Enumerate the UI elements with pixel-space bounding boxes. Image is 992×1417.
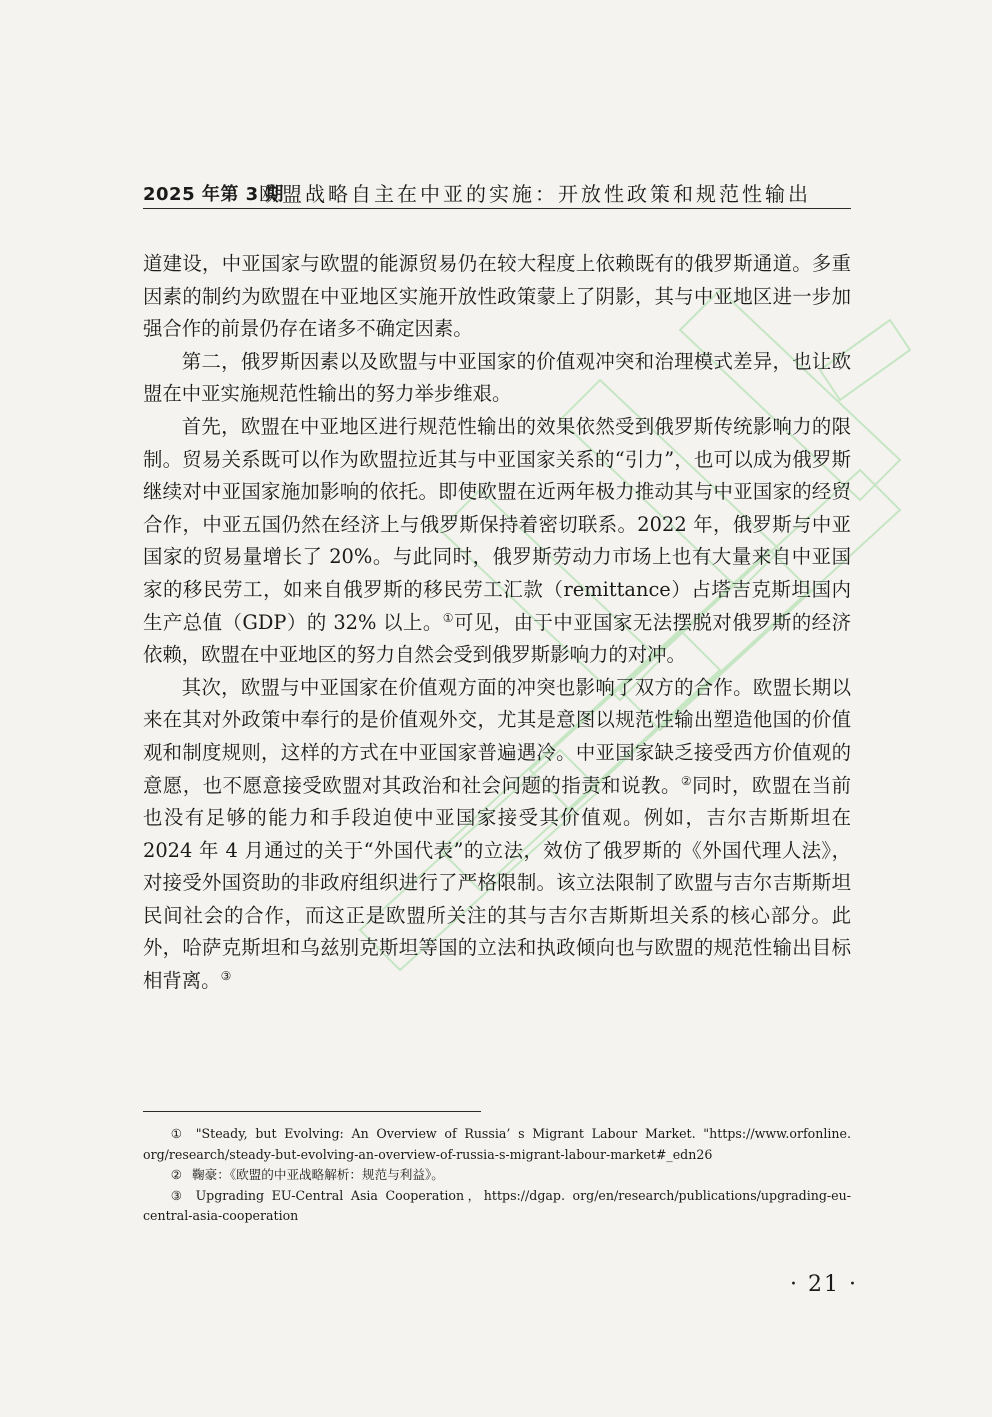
paragraph-1: 道建设，中亚国家与欧盟的能源贸易仍在较大程度上依赖既有的俄罗斯通道。多重因素的制约为欧盟在中亚地区实施开放性政策蒙上了阴影，其与中亚地区进一步加强合作的前景仍存在诸多不确定因素。 [143, 252, 851, 341]
footnote-divider [143, 1111, 481, 1112]
footnote-ref-1[interactable]: ① [442, 610, 454, 625]
page-number: · 21 · [790, 1272, 858, 1297]
footnote-3-text: Upgrading EU-Central Asia Cooperation，https://dgap. org/en/research/publications/upgrading-eu-central-asia-cooperation [143, 1187, 852, 1223]
footnote-2-text: 鞠豪：《欧盟的中亚战略解析：规范与利益》。 [192, 1167, 444, 1182]
paragraph-2: 第二，俄罗斯因素以及欧盟与中亚国家的价值观冲突和治理模式差异，也让欧盟在中亚实施规范性输出的努力举步维艰。 [143, 349, 851, 406]
footnote-3-marker: ③ [170, 1187, 186, 1203]
footnote-1 [143, 1124, 851, 1165]
footnote-1-text: "Steady, but Evolving: An Overview of Russia’ s Migrant Labour Market. "https://www.orfonline. org/research/steady-but-evolving-an-overview-of-russia-s-migrant-labour-market#_edn26 [143, 1126, 851, 1162]
paragraph-3 [143, 411, 851, 672]
footnote-2-marker: ② [170, 1167, 183, 1182]
paragraph-3-part-b: 可见，由于中亚国家无法摆脱对俄罗斯的经济依赖，欧盟在中亚地区的努力自然会受到俄罗斯影响力的对冲。 [143, 610, 851, 667]
issue-label: 2025 年第 3 期 [143, 184, 284, 205]
paragraph-4-part-a: 其次，欧盟与中亚国家在价值观方面的冲突也影响了双方的合作。欧盟长期以来在其对外政策中奉行的是价值观外交，尤其是意图以规范性输出塑造他国的价值观和制度规则，这样的方式在中亚国家普遍遇冷。中亚国家缺乏接受西方价值观的意愿，也不愿意接受欧盟对其政治和社会问题的指责和说教。 [143, 675, 851, 797]
article-body [143, 248, 851, 998]
running-header [143, 178, 851, 209]
paragraph-4 [143, 672, 851, 998]
footnote-ref-2[interactable]: ② [680, 773, 693, 788]
footnote-1-marker: ① [170, 1126, 186, 1141]
footnote-3 [143, 1186, 851, 1227]
paragraph-3-part-a: 首先，欧盟在中亚地区进行规范性输出的效果依然受到俄罗斯传统影响力的限制。贸易关系既可以作为欧盟拉近其与中亚国家关系的“引力”，也可以成为俄罗斯继续对中亚国家施加影响的依托。即使欧盟在近两年极力推动其与中亚国家的经贸合作，中亚五国仍然在经济上与俄罗斯保持着密切联系。2022 年，俄罗斯与中亚国家的贸易量增长了 20%。与此同时，俄罗斯劳动力市场上也有大量来自中亚国家的移民劳工，如来自俄罗斯的移民劳工汇款（remittance）占塔吉克斯坦国内生产总值（GDP）的 32% 以上。 [143, 414, 851, 634]
footnotes [143, 1124, 851, 1227]
paragraph-4-part-b: 同时，欧盟在当前也没有足够的能力和手段迫使中亚国家接受其价值观。例如，吉尔吉斯斯坦在 2024 年 4 月通过的关于“外国代表”的立法，效仿了俄罗斯的《外国代理人法》，对接受外国资助的非政府组织进行了严格限制。该立法限制了欧盟与吉尔吉斯斯坦民间社会的合作，而这正是欧盟所关注的其与吉尔吉斯斯坦关系的核心部分。此外，哈萨克斯坦和乌兹别克斯坦等国的立法和执政倾向也与欧盟的规范性输出目标相背离。 [143, 773, 852, 993]
footnote-ref-3[interactable]: ③ [220, 969, 232, 984]
footnote-2 [143, 1165, 851, 1186]
running-title: 欧盟战略自主在中亚的实施：开放性政策和规范性输出 [259, 182, 811, 206]
